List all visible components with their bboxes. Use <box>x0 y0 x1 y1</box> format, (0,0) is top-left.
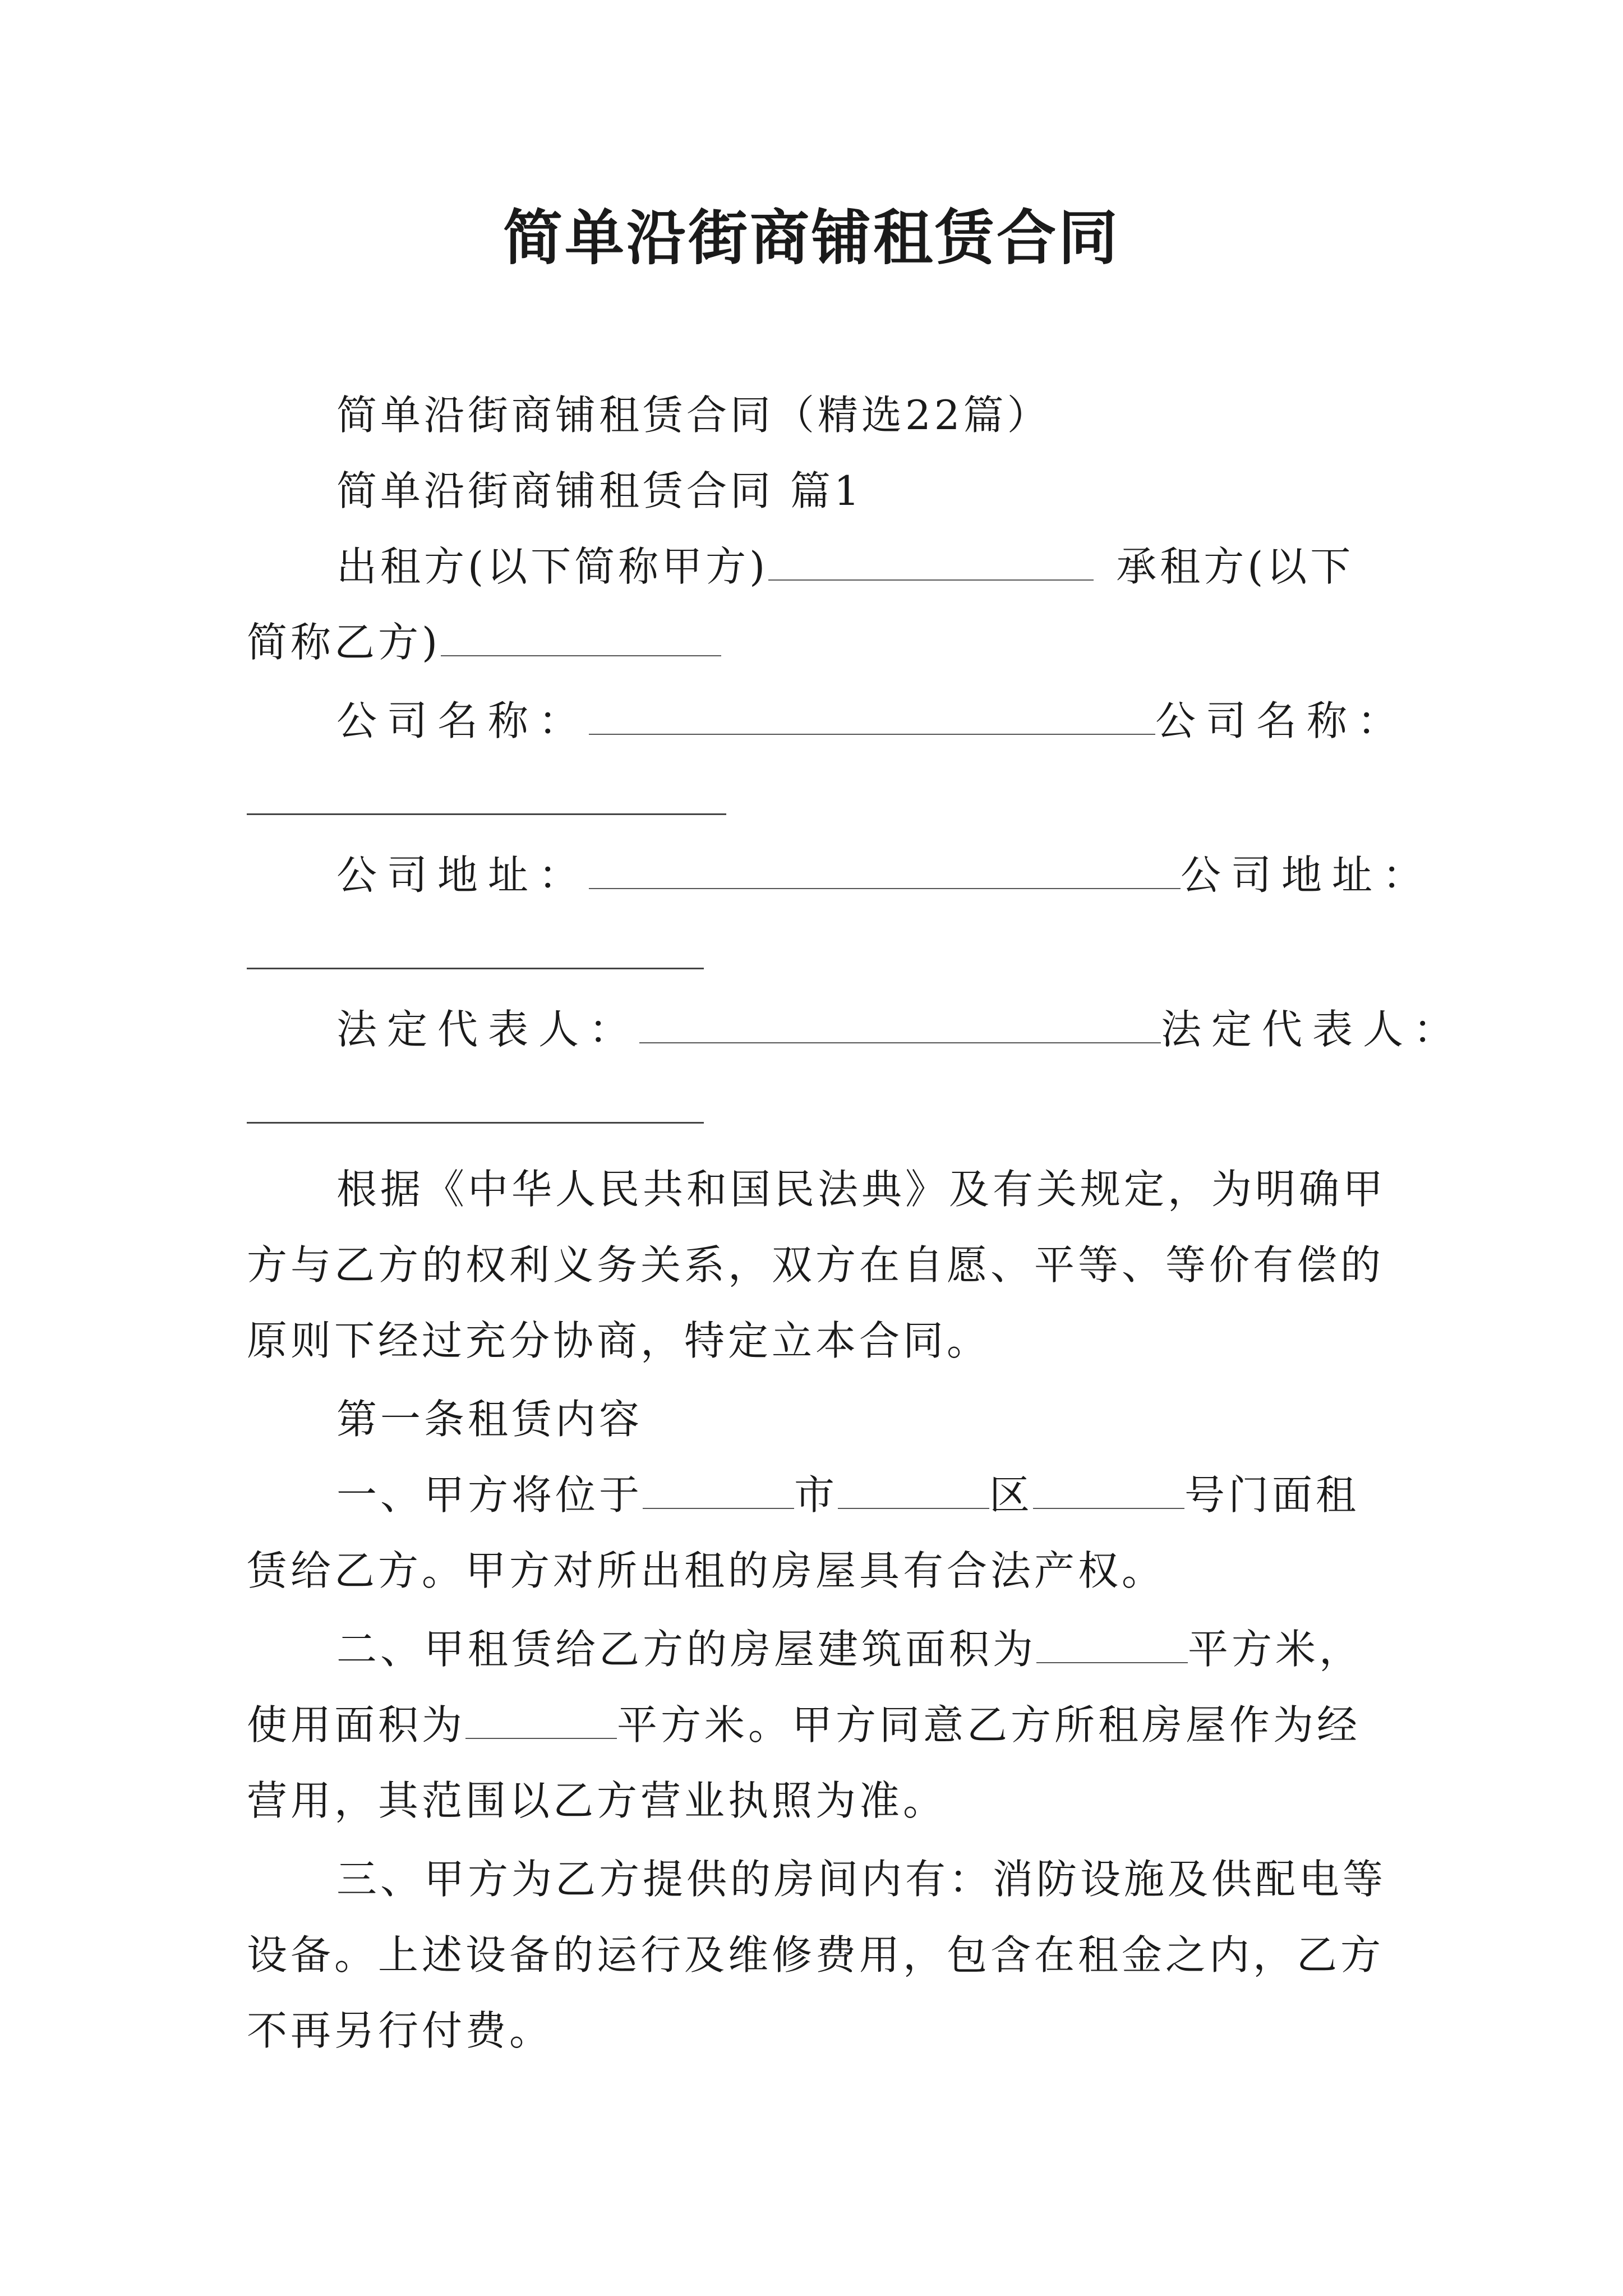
item-2-line-1 <box>336 1621 1363 1677</box>
lessee-label: 承租方(以下 <box>1116 543 1354 590</box>
document-subtitle: 简单沿街商铺租赁合同（精选22篇） <box>336 392 1051 439</box>
item-3-line-2: 设备。上述设备的运行及维修费用，包含在租金之内，乙方 <box>247 1931 1385 1978</box>
legal-rep-blank-a <box>639 1003 1161 1043</box>
usable-area-blank <box>465 1699 617 1739</box>
item-3-line-3: 不再另行付费。 <box>247 2007 554 2054</box>
district-blank <box>838 1469 989 1509</box>
item-1-text-b: 市 <box>794 1471 838 1519</box>
company-address-blank-b <box>247 968 704 969</box>
preamble-line-3: 原则下经过充分协商，特定立本合同。 <box>247 1317 991 1364</box>
legal-rep-label-a: 法定代表人： <box>336 1006 640 1053</box>
legal-rep-line <box>336 1001 1464 1057</box>
lessee-label-cont: 简称乙方) <box>247 619 441 666</box>
lessee-blank <box>441 616 721 656</box>
item-2-text-c: 使用面积为 <box>247 1701 466 1749</box>
item-1-text-d: 号门面租 <box>1184 1471 1360 1519</box>
item-3-line-1: 三、甲方为乙方提供的房间内有：消防设施及供配电等 <box>336 1856 1387 1903</box>
company-name-blank-a <box>589 694 1155 735</box>
item-1-text-c: 区 <box>989 1471 1034 1519</box>
preamble-line-2: 方与乙方的权利义务关系，双方在自愿、平等、等价有偿的 <box>247 1241 1385 1289</box>
item-2-text-b: 平方米， <box>1188 1626 1363 1673</box>
item-1-text-a: 一、甲方将位于 <box>336 1471 643 1519</box>
item-1-line-1 <box>336 1467 1359 1523</box>
company-address-line <box>336 847 1433 903</box>
company-name-label-a: 公司名称： <box>336 697 589 744</box>
company-address-blank-a <box>589 849 1181 889</box>
legal-rep-label-b: 法定代表人： <box>1161 1006 1464 1053</box>
lessor-blank <box>768 540 1094 581</box>
number-blank <box>1033 1469 1184 1509</box>
section-heading: 简单沿街商铺租赁合同 篇1 <box>336 467 863 514</box>
city-blank <box>643 1469 794 1509</box>
company-name-line <box>336 693 1408 749</box>
preamble-line-1: 根据《中华人民共和国民法典》及有关规定，为明确甲 <box>336 1166 1387 1213</box>
parties-line-1 <box>336 539 1354 595</box>
company-name-blank-b <box>247 813 726 815</box>
item-1-line-2: 赁给乙方。甲方对所出租的房屋具有合法产权。 <box>247 1547 1166 1594</box>
company-address-label-b: 公司地址： <box>1181 852 1433 899</box>
company-name-label-b: 公司名称： <box>1155 697 1408 744</box>
company-address-label-a: 公司地址： <box>336 852 589 899</box>
parties-line-2 <box>247 614 721 670</box>
item-2-line-3: 营用，其范围以乙方营业执照为准。 <box>247 1777 947 1824</box>
item-2-text-d: 平方米。甲方同意乙方所租房屋作为经 <box>617 1701 1361 1749</box>
item-2-text-a: 二、甲租赁给乙方的房屋建筑面积为 <box>336 1626 1037 1673</box>
building-area-blank <box>1036 1623 1188 1663</box>
legal-rep-blank-b <box>247 1122 704 1124</box>
article-1-heading: 第一条租赁内容 <box>336 1396 643 1443</box>
lessor-label: 出租方(以下简称甲方) <box>336 543 769 590</box>
item-2-line-2 <box>247 1697 1361 1753</box>
document-title: 简单沿街商铺租赁合同 <box>503 204 1120 273</box>
